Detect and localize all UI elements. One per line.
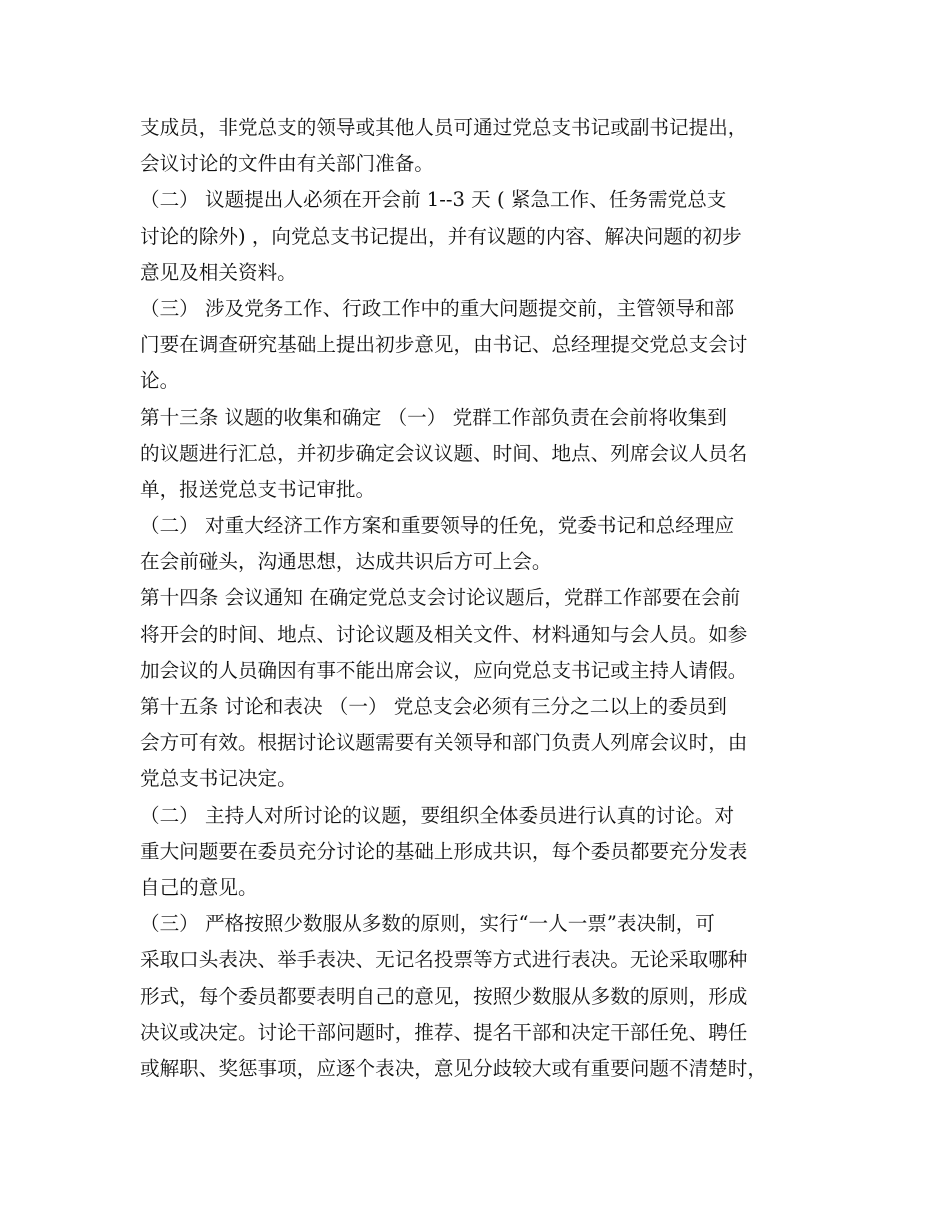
text-line: 讨论的除外) ，向党总支书记提出，并有议题的内容、解决问题的初步 [140, 224, 742, 248]
text-line: 或解职、奖惩事项，应逐个表决，意见分歧较大或有重要问题不清楚时， [140, 1056, 767, 1080]
text-line: 在会前碰头，沟通思想，达成共识后方可上会。 [140, 550, 552, 574]
text-line: 会方可有效。根据讨论议题需要有关领导和部门负责人列席会议时，由 [140, 731, 748, 755]
text-line: 论。 [140, 369, 180, 393]
text-line: 第十五条 讨论和表决 （一） 党总支会必须有三分之二以上的委员到 [140, 695, 727, 718]
text-line: 单，报送党总支书记审批。 [140, 477, 376, 501]
text-line: 重大问题要在委员充分讨论的基础上形成共识，每个委员都要充分发表 [140, 839, 748, 863]
text-line: （二） 主持人对所讨论的议题，要组织全体委员进行认真的讨论。对 [140, 803, 735, 827]
text-line: 决议或决定。讨论干部问题时，推荐、提名干部和决定干部任免、聘任 [140, 1020, 748, 1044]
text-line: 将开会的时间、地点、讨论议题及相关文件、材料通知与会人员。如参 [140, 622, 748, 646]
text-line: 加会议的人员确因有事不能出席会议，应向党总支书记或主持人请假。 [140, 658, 748, 682]
text-line: （二） 对重大经济工作方案和重要领导的任免，党委书记和总经理应 [140, 514, 735, 538]
text-line: 的议题进行汇总，并初步确定会议议题、时间、地点、列席会议人员名 [140, 441, 748, 465]
text-line: 第十三条 议题的收集和确定 （一） 党群工作部负责在会前将收集到 [140, 405, 727, 429]
text-line: 第十四条 会议通知 在确定党总支会讨论议题后，党群工作部要在会前 [140, 586, 741, 610]
text-line: 党总支书记决定。 [140, 767, 297, 791]
text-line: 门要在调查研究基础上提出初步意见，由书记、总经理提交党总支会讨 [140, 333, 748, 357]
text-line: 支成员，非党总支的领导或其他人员可通过党总支书记或副书记提出， [140, 116, 748, 139]
document-body [140, 110, 840, 1087]
text-line: 自己的意见。 [140, 875, 258, 899]
text-line: （二） 议题提出人必须在开会前 1--3 天 ( 紧急工作、任务需党总支 [140, 188, 727, 212]
text-line: 形式，每个委员都要表明自己的意见，按照少数服从多数的原则，形成 [140, 984, 748, 1008]
text-line: （三） 严格按照少数服从多数的原则，实行“一人一票”表决制，可 [140, 912, 715, 936]
text-line: 采取口头表决、举手表决、无记名投票等方式进行表决。无论采取哪种 [140, 948, 748, 972]
text-line: （三） 涉及党务工作、行政工作中的重大问题提交前，主管领导和部 [140, 296, 735, 320]
text-line: 意见及相关资料。 [140, 260, 297, 284]
text-line: 会议讨论的文件由有关部门准备。 [140, 152, 434, 176]
